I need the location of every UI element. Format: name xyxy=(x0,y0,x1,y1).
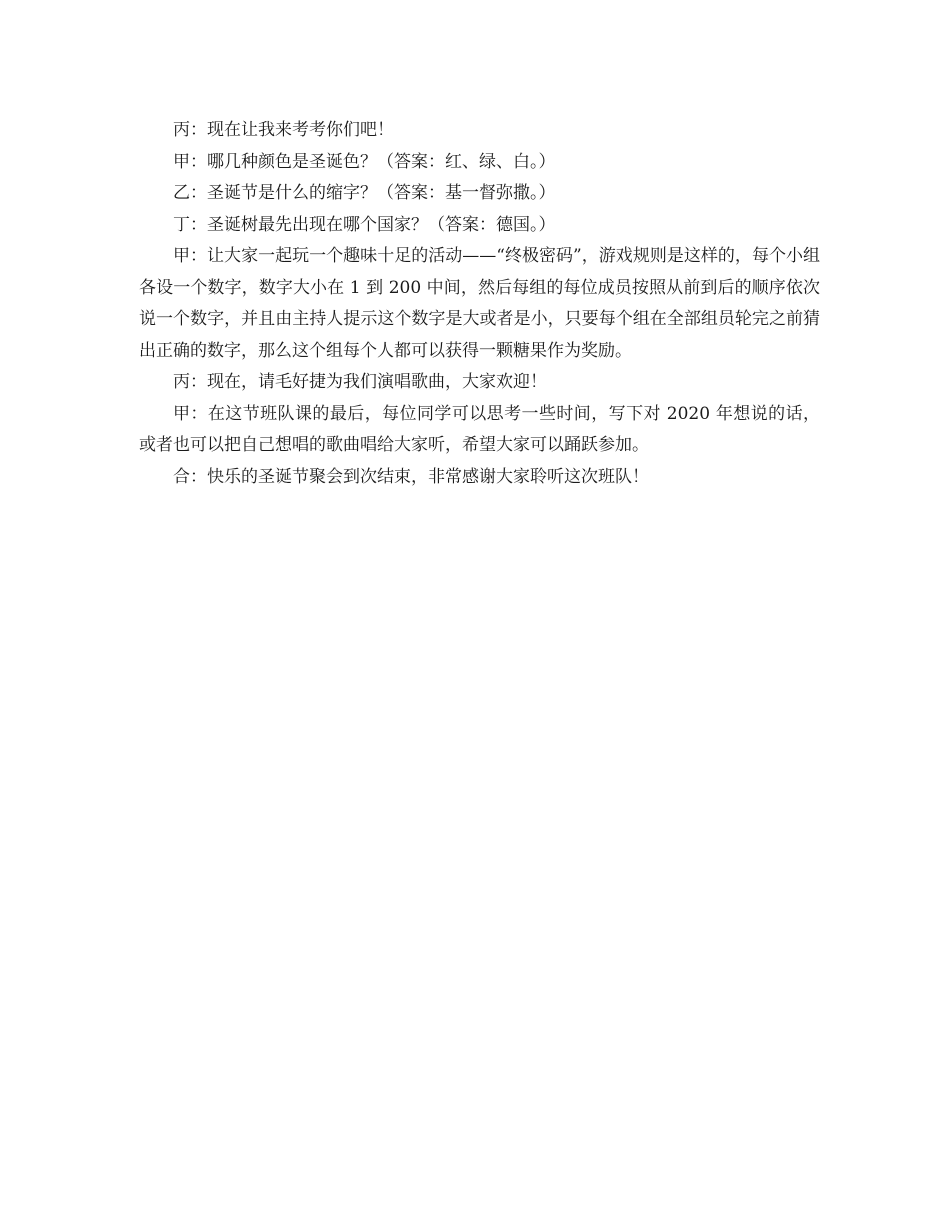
paragraph-bing-quiz-intro: 丙：现在让我来考考你们吧！ xyxy=(173,120,394,140)
paragraph-jia-christmas-colors: 甲：哪几种颜色是圣诞色？（答案：红、绿、白。） xyxy=(173,151,556,172)
paragraph-yi-christmas-abbreviation: 乙：圣诞节是什么的缩字？（答案：基一督弥撒。） xyxy=(173,183,556,203)
paragraph-ding-christmas-tree-origin: 丁：圣诞树最先出现在哪个国家？（答案：德国。） xyxy=(173,214,556,235)
paragraph-jia-closing-activity: 甲：在这节班队课的最后，每位同学可以思考一些时间，写下对 2020 年想说的话，或者也可以把自己想唱的歌曲唱给大家听，希望大家可以踊跃参加。 xyxy=(139,403,820,455)
paragraph-all-closing: 合：快乐的圣诞节聚会到次结束，非常感谢大家聆听这次班队！ xyxy=(173,466,649,487)
paragraph-bing-song-performance: 丙：现在，请毛好捷为我们演唱歌曲，大家欢迎！ xyxy=(173,372,547,392)
document-body xyxy=(139,115,820,493)
paragraph-jia-ultimate-code-game: 甲：让大家一起玩一个趣味十足的活动——“终极密码”，游戏规则是这样的，每个小组各设一个数字，数字大小在 1 到 200 中间，然后每组的每位成员按照从前到后的顺序依次说一个数字，并且由主持人提示这个数字是大或者是小，只要每个组在全部组员轮完之前猜出正确的数字，那么这个组每个人都可以获得一颗糖果作为奖励。 xyxy=(139,246,820,361)
